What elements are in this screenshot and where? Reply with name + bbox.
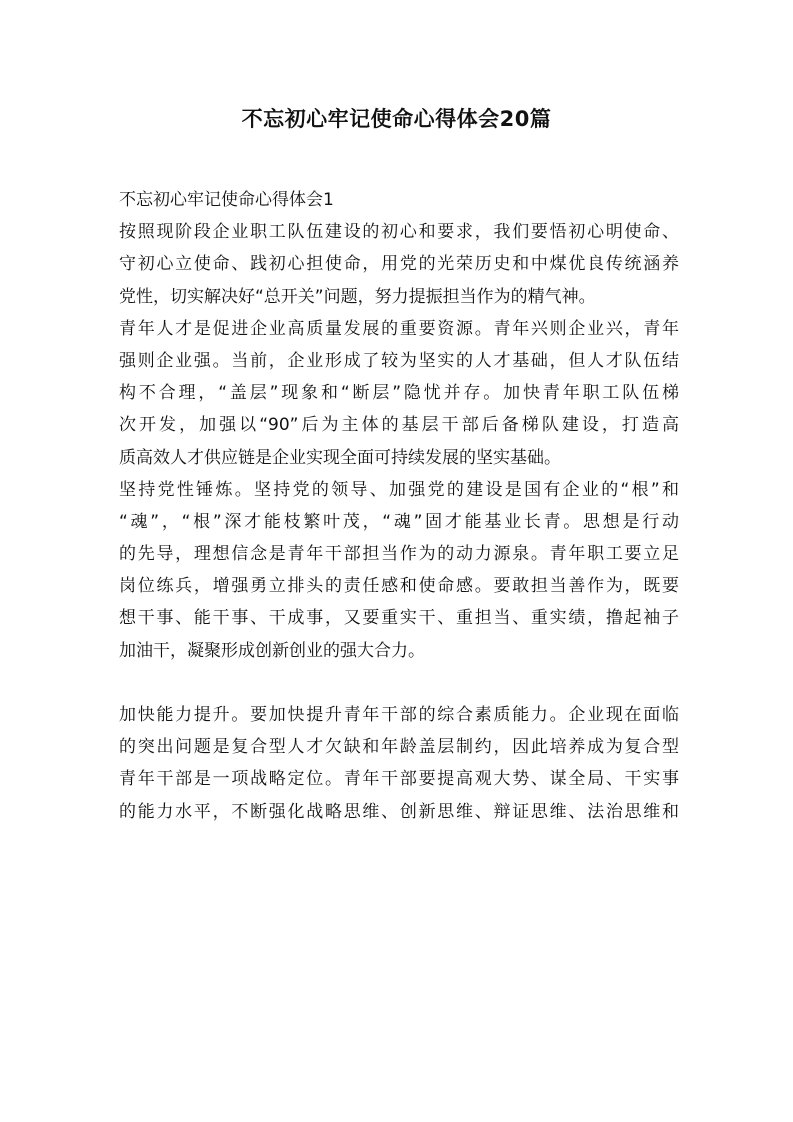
- paragraph-line: 次开发，加强以“90”后为主体的基层干部后备梯队建设，打造高: [119, 415, 679, 436]
- paragraph-spacer: [119, 667, 679, 699]
- paragraph-line: 岗位练兵，增强勇立排头的责任感和使命感。要敢担当善作为，既要: [119, 576, 679, 597]
- document-body: [119, 184, 679, 828]
- paragraph-line: 想干事、能干事、干成事，又要重实干、重担当、重实绩，撸起袖子: [119, 608, 679, 629]
- paragraph-line: 青年人才是促进企业高质量发展的重要资源。青年兴则企业兴，青年: [119, 318, 679, 339]
- paragraph-line: “魂”，“根”深才能枝繁叶茂，“魂”固才能基业长青。思想是行动: [119, 511, 679, 532]
- section-heading: 不忘初心牢记使命心得体会1: [119, 190, 334, 210]
- paragraph-line: 坚持党性锤炼。坚持党的领导、加强党的建设是国有企业的“根”和: [119, 479, 679, 500]
- paragraph-line: 强则企业强。当前，企业形成了较为坚实的人才基础，但人才队伍结: [119, 350, 679, 371]
- paragraph-line: 的先导，理想信念是青年干部担当作为的动力源泉。青年职工要立足: [119, 544, 679, 565]
- paragraph-line: 守初心立使命、践初心担使命，用党的光荣历史和中煤优良传统涵养: [119, 254, 679, 275]
- paragraph-line: 的突出问题是复合型人才欠缺和年龄盖层制约，因此培养成为复合型: [119, 737, 679, 758]
- paragraph-line: 构不合理，“盖层”现象和“断层”隐忧并存。加快青年职工队伍梯: [119, 383, 679, 404]
- paragraph-line: 加快能力提升。要加快提升青年干部的综合素质能力。企业现在面临: [119, 705, 679, 725]
- document-title: 不忘初心牢记使命心得体会20篇: [241, 107, 552, 131]
- paragraph-line: 青年干部是一项战略定位。青年干部要提高观大势、谋全局、干实事: [119, 769, 679, 790]
- paragraph-line: 质高效人才供应链是企业实现全面可持续发展的坚实基础。: [119, 447, 561, 468]
- paragraph-line: 的能力水平，不断强化战略思维、创新思维、辩证思维、法治思维和: [119, 801, 679, 822]
- paragraph-line: 加油干，凝聚形成创新创业的强大合力。: [119, 640, 425, 661]
- paragraph-line: 党性，切实解决好“总开关”问题，努力提振担当作为的精气神。: [119, 286, 596, 307]
- paragraph-line: 按照现阶段企业职工队伍建设的初心和要求，我们要悟初心明使命、: [119, 222, 679, 243]
